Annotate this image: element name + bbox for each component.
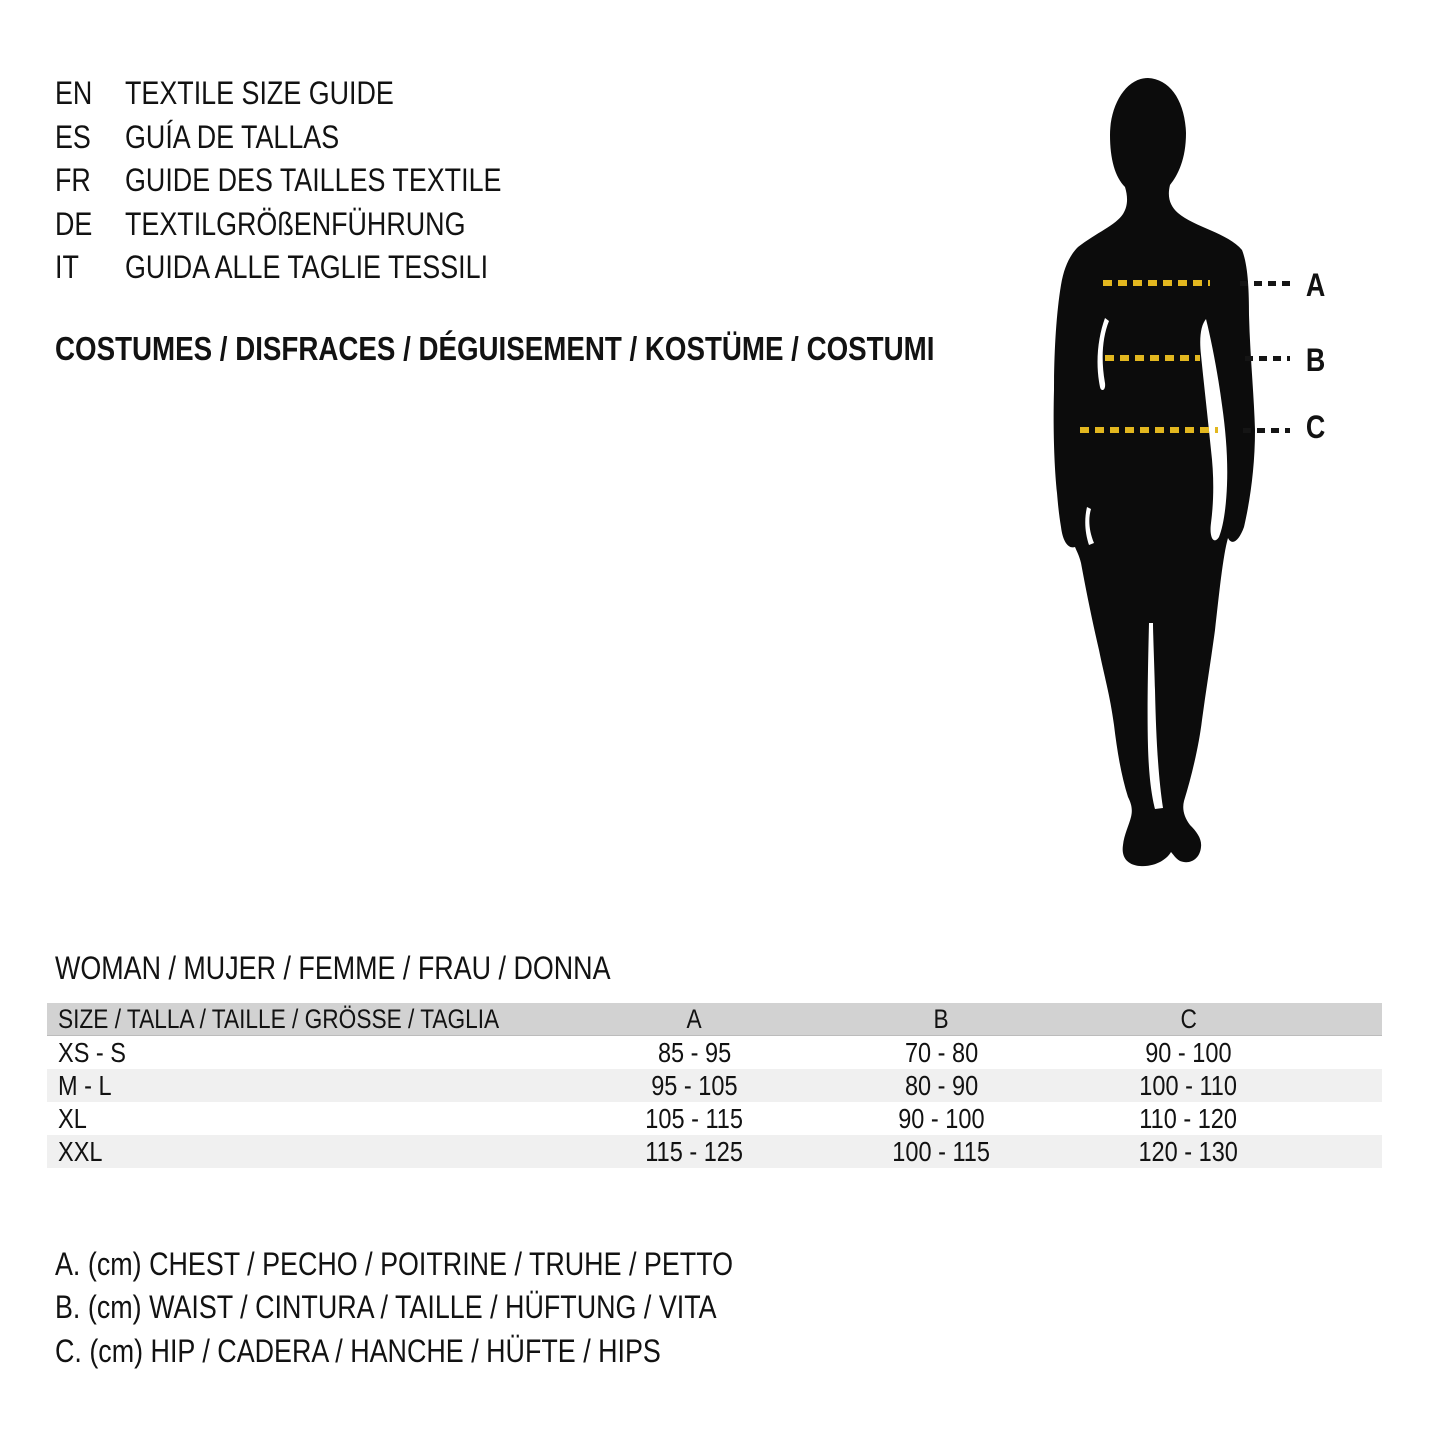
list-item — [55, 72, 573, 116]
hip-connector-line — [1243, 428, 1290, 433]
guide-title: GUIDA ALLE TAGLIE TESSILI — [125, 249, 489, 285]
table-header-size: SIZE / TALLA / TAILLE / GRÖSSE / TAGLIA — [58, 1003, 500, 1034]
legend-line-waist: B. (cm) WAIST / CINTURA / TAILLE / HÜFTUNG / VITA — [55, 1289, 717, 1326]
size-cell: XXL — [58, 1135, 103, 1167]
size-cell: M - L — [58, 1069, 112, 1101]
table-row — [47, 1036, 1382, 1069]
language-title-list — [55, 72, 573, 290]
table-header-col-c: C — [1180, 1003, 1197, 1034]
measure-label-b: B — [1306, 342, 1326, 378]
table-row — [47, 1135, 1382, 1168]
value-cell-a: 95 - 105 — [651, 1069, 738, 1101]
value-cell-a: 85 - 95 — [657, 1036, 732, 1068]
value-cell-b: 80 - 90 — [904, 1069, 979, 1101]
waist-measure-line — [1105, 355, 1200, 361]
waist-connector-line — [1245, 356, 1290, 361]
value-cell-b: 70 - 80 — [904, 1036, 979, 1068]
size-table — [47, 1003, 1382, 1168]
table-header-row — [47, 1003, 1382, 1036]
guide-title: GUIDE DES TAILLES TEXTILE — [125, 162, 502, 198]
value-cell-c: 100 - 110 — [1139, 1069, 1238, 1101]
chest-connector-line — [1240, 281, 1290, 286]
woman-silhouette-figure — [1020, 75, 1280, 875]
language-code: FR — [55, 162, 91, 198]
legend-line-chest: A. (cm) CHEST / PECHO / POITRINE / TRUHE / PETTO — [55, 1246, 734, 1282]
chest-measure-line — [1103, 280, 1210, 286]
table-row — [47, 1102, 1382, 1135]
list-item — [55, 159, 573, 203]
guide-title: GUÍA DE TALLAS — [125, 118, 340, 155]
measure-label-c: C — [1306, 409, 1326, 445]
language-code: IT — [55, 249, 79, 285]
table-header-col-b: B — [933, 1003, 950, 1034]
section-heading-woman — [55, 948, 716, 988]
category-heading-text: COSTUMES / DISFRACES / DÉGUISEMENT / KOSTÜME / COSTUMI — [55, 330, 935, 367]
value-cell-a: 115 - 125 — [645, 1135, 744, 1167]
legend-line-hip: C. (cm) HIP / CADERA / HANCHE / HÜFTE / HIPS — [55, 1332, 661, 1369]
hip-measure-line — [1080, 427, 1218, 433]
language-code: ES — [55, 118, 91, 155]
value-cell-a: 105 - 115 — [645, 1102, 744, 1134]
list-item — [55, 203, 573, 247]
value-cell-c: 110 - 120 — [1139, 1102, 1238, 1134]
measure-label-a: A — [1306, 267, 1326, 303]
category-heading — [55, 329, 1102, 368]
value-cell-c: 90 - 100 — [1145, 1036, 1232, 1068]
guide-title: TEXTILE SIZE GUIDE — [125, 75, 394, 111]
list-item — [55, 246, 573, 290]
guide-title: TEXTILGRÖßENFÜHRUNG — [125, 205, 466, 242]
value-cell-c: 120 - 130 — [1138, 1135, 1239, 1167]
size-cell: XL — [58, 1102, 87, 1134]
language-code: DE — [55, 205, 93, 242]
value-cell-b: 90 - 100 — [898, 1102, 985, 1134]
value-cell-b: 100 - 115 — [892, 1135, 991, 1167]
table-header-col-a: A — [686, 1003, 703, 1034]
measure-legend — [55, 1243, 862, 1373]
language-code: EN — [55, 75, 93, 111]
section-heading-text: WOMAN / MUJER / FEMME / FRAU / DONNA — [55, 950, 611, 986]
list-item — [55, 116, 573, 160]
table-row — [47, 1069, 1382, 1102]
size-cell: XS - S — [58, 1036, 126, 1068]
